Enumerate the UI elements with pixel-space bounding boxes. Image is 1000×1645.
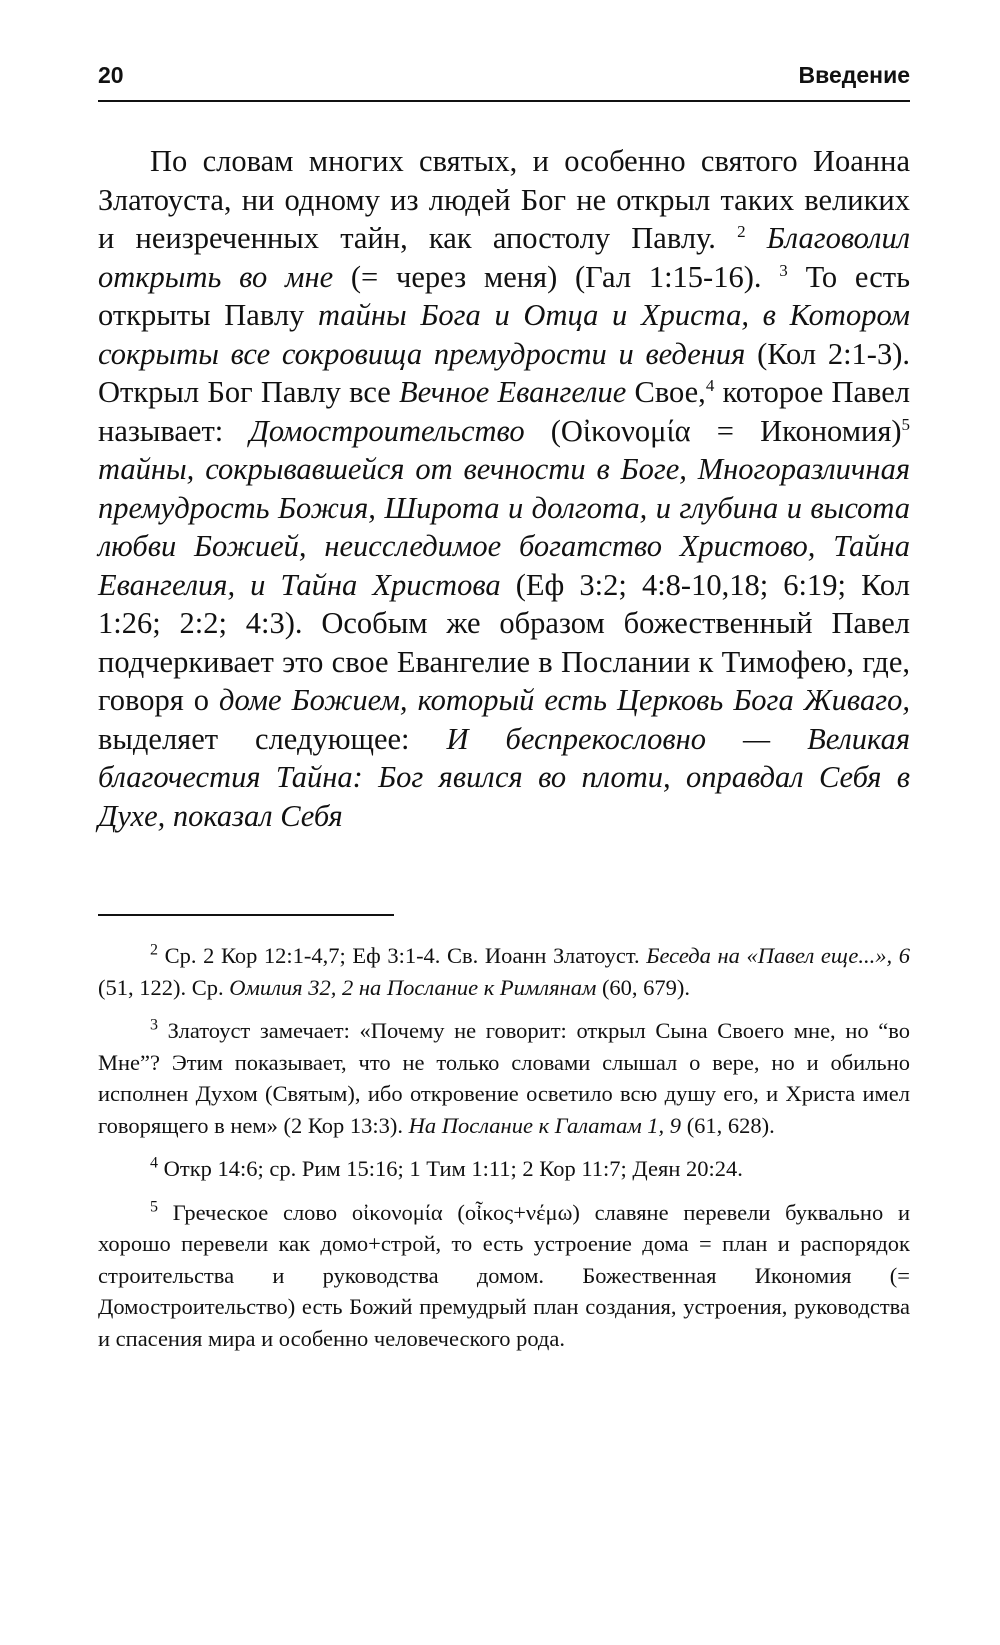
source-title: Омилия 32, 2 на Послание к Римлянам bbox=[229, 974, 597, 1000]
page-number: 20 bbox=[98, 62, 124, 88]
text-run: Откр 14:6; ср. Рим 15:16; 1 Тим 1:11; 2 Кор 11:7; Деян 20:24. bbox=[163, 1156, 743, 1181]
main-paragraph bbox=[98, 142, 910, 835]
footnote-mark: 5 bbox=[150, 1198, 158, 1215]
footnote-mark: 4 bbox=[150, 1154, 158, 1172]
text-run: Свое, bbox=[626, 375, 706, 409]
footnote-ref[interactable]: 5 bbox=[901, 414, 911, 434]
footnote-ref[interactable]: 4 bbox=[705, 375, 715, 395]
text-run: То есть открыты Павлу bbox=[98, 259, 910, 332]
text-run: (Οἰκονομία = Икономия) bbox=[524, 413, 902, 448]
footnote-2 bbox=[98, 940, 910, 1003]
scripture-quote: доме Божием, который есть Церковь Бога Живаго, bbox=[219, 683, 910, 717]
text-run: Златоуст замечает: «Почему не говорит: открыл Сына Своего мне, но “во Мне”? Этим показывает, что не только словами слышал о вере, но и обильно исполнен Духом (Святым), ибо откровение осветило всю душу его, и Христа имел говорящего в нем» (2 Кор 13:3). bbox=[98, 1018, 910, 1138]
footnotes bbox=[98, 940, 910, 1366]
text-run: Ср. 2 Кор 12:1-4,7; Еф 3:1-4. Св. Иоанн Златоуст. bbox=[164, 943, 647, 968]
scripture-quote: тайны Бога и Отца и Христа, в Котором сокрыты все сокровища премудрости и ведения bbox=[98, 298, 910, 371]
text-run: (Кол 2:1-3). Открыл Бог Павлу все bbox=[98, 336, 910, 409]
text-run: (60, 679). bbox=[596, 974, 691, 1000]
scripture-quote: тайны, сокрывавшейся от вечности в Боге, Многоразличная премудрость Божия, Широта и долгота, и глубина и высота любви Божией, неисследимое богатство Христово, Тайна Евангелия, и Тайна Христова bbox=[98, 452, 910, 602]
source-title: На Послание к Галатам 1, 9 bbox=[408, 1112, 682, 1138]
text-run: (Еф 3:2; 4:8-10,18; 6:19; Кол 1:26; 2:2; 4:3). Особым же образом божественный Павел подчеркивает это свое Евангелие в Послании к Тимофею, где, говоря о bbox=[98, 567, 910, 717]
footnote-mark: 2 bbox=[150, 941, 158, 959]
text-run: которое Павел называет: bbox=[98, 375, 910, 448]
text-run: выделяет следующее: bbox=[98, 721, 447, 756]
footnote-4 bbox=[98, 1153, 910, 1185]
section-title: Введение bbox=[798, 62, 910, 88]
scripture-quote: Благоволил открыть во мне bbox=[98, 221, 911, 294]
scripture-quote: Домостроительство bbox=[249, 413, 525, 448]
footnote-separator bbox=[98, 914, 394, 916]
footnote-ref[interactable]: 2 bbox=[737, 221, 746, 241]
footnote-mark: 3 bbox=[150, 1016, 158, 1034]
footnote-3 bbox=[98, 1015, 910, 1141]
text-run: (61, 628). bbox=[681, 1112, 775, 1138]
source-title: Беседа на «Павел еще...», 6 bbox=[646, 943, 910, 968]
scripture-quote: И беспрекословно — Великая благочестия Тайна: Бог явился во плоти, оправдал Себя в Духе, показал Себя bbox=[98, 721, 910, 833]
text-run: (= через меня) (Гал 1:15-16). bbox=[333, 259, 762, 294]
scripture-quote: Вечное Евангелие bbox=[399, 375, 627, 409]
footnote-5 bbox=[98, 1197, 910, 1355]
footnote-ref[interactable]: 3 bbox=[779, 260, 788, 280]
text-run: Греческое слово οἰκονομία (οἶκος+νέμω) славяне перевели буквально и хорошо перевели как домо+строй, то есть устроение дома = план и распорядок строительства и руководства домом. Божественная Икономия (= Домостроительство) есть Божий премудрый план создания, устроения, руководства и спасения мира и особенно человеческого рода. bbox=[98, 1199, 911, 1351]
running-header bbox=[98, 52, 910, 102]
text-run: По словам многих святых, и особенно святого Иоанна Златоуста, ни одному из людей Бог не открыл таких великих и неизреченных тайн, как апостолу Павлу. bbox=[98, 144, 910, 255]
text-run: (51, 122). Ср. bbox=[98, 974, 230, 1000]
